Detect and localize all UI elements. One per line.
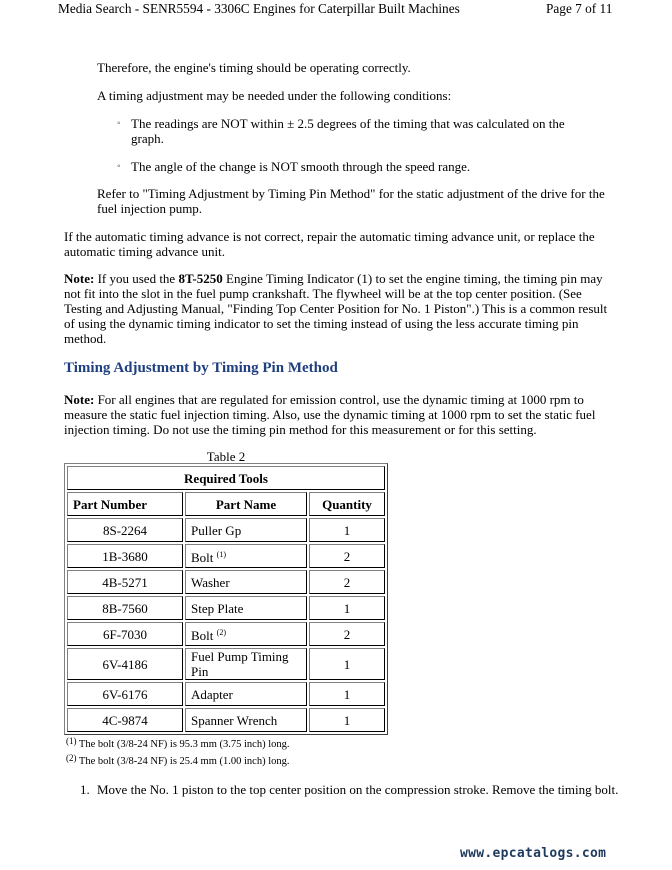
part-name-text: Washer	[191, 574, 230, 590]
cell-quantity: 1	[309, 596, 385, 620]
part-name-text: Bolt	[191, 550, 214, 565]
section-heading: Timing Adjustment by Timing Pin Method	[64, 360, 338, 376]
footnote-text: The bolt (3/8-24 NF) is 25.4 mm (1.00 inch) long.	[76, 756, 290, 767]
note-label: Note:	[64, 271, 95, 286]
cell-part-number: 4B-5271	[67, 570, 183, 594]
step-text: Move the No. 1 piston to the top center position on the compression stroke. Remove the timing bolt.	[97, 782, 619, 797]
page-number: Page 7 of 11	[546, 1, 613, 16]
footnote	[66, 752, 290, 768]
column-header-quantity: Quantity	[309, 492, 385, 516]
footnote-mark: (2)	[66, 753, 77, 763]
table-header-row	[67, 492, 385, 516]
paragraph-conditions-intro: A timing adjustment may be needed under the following conditions:	[97, 88, 452, 103]
cell-part-name	[185, 708, 307, 732]
note-timing-indicator	[64, 271, 620, 346]
part-number-highlight: 8T-5250	[178, 271, 223, 286]
table-row	[67, 518, 385, 542]
cell-part-number: 8S-2264	[67, 518, 183, 542]
column-header-part-number: Part Number	[67, 492, 183, 516]
table-row	[67, 708, 385, 732]
bullet-icon: ◦	[117, 118, 121, 129]
footnote-reference: (2)	[216, 628, 226, 637]
list-item	[117, 116, 587, 146]
footnote-mark: (1)	[66, 736, 77, 746]
part-name-text: Adapter	[191, 686, 233, 702]
cell-part-number: 6V-6176	[67, 682, 183, 706]
cell-quantity: 1	[309, 708, 385, 732]
table-row	[67, 544, 385, 568]
table-row	[67, 648, 385, 680]
note-text-post: Engine Timing Indicator (1) to set the engine timing, the timing pin may not fit into the slot in the fuel pump crankshaft. The flywheel will be at the top center position. (See Testing and Adjusting Manual, "Finding Top Center Position for No. 1 Piston".) This is a common result of using the dynamic timing indicator to set the timing instead of using the less accurate timing pin method.	[64, 271, 608, 346]
table-title-row	[67, 466, 385, 490]
cell-part-name	[185, 622, 307, 646]
note-text-pre: If you used the	[94, 271, 179, 286]
note-emission-control	[64, 392, 620, 437]
table-caption: Table 2	[206, 449, 246, 464]
page-header	[0, 1, 672, 17]
cell-quantity: 1	[309, 518, 385, 542]
note-text: For all engines that are regulated for emission control, use the dynamic timing at 1000 rpm to measure the static fuel injection timing. Also, use the dynamic timing at 1000 rpm to set the static fuel injection timing. Do not use the timing pin method for this measurement or for this setting.	[64, 392, 596, 437]
cell-part-name	[185, 648, 307, 680]
table-title: Required Tools	[67, 466, 385, 490]
footnote-text: The bolt (3/8-24 NF) is 95.3 mm (3.75 inch) long.	[76, 739, 290, 750]
procedure-step	[80, 782, 620, 797]
list-item-text: The angle of the change is NOT smooth through the speed range.	[131, 159, 471, 174]
required-tools-table	[64, 463, 388, 735]
cell-quantity: 1	[309, 682, 385, 706]
part-name-text: Step Plate	[191, 600, 244, 616]
document-title: Media Search - SENR5594 - 3306C Engines for Caterpillar Built Machines	[58, 1, 460, 16]
step-number: 1.	[80, 782, 90, 797]
note-label: Note:	[64, 392, 95, 407]
cell-part-name	[185, 518, 307, 542]
cell-part-name	[185, 570, 307, 594]
cell-quantity: 2	[309, 570, 385, 594]
paragraph-refer: Refer to "Timing Adjustment by Timing Pin Method" for the static adjustment of the drive for the fuel injection pump.	[97, 186, 605, 216]
list-item	[117, 159, 587, 174]
bullet-icon: ◦	[117, 161, 121, 172]
cell-part-name	[185, 596, 307, 620]
part-name-text: Fuel Pump Timing Pin	[191, 649, 289, 679]
cell-part-number: 8B-7560	[67, 596, 183, 620]
part-name-text: Spanner Wrench	[191, 712, 278, 728]
cell-part-number: 6V-4186	[67, 648, 183, 680]
table-row	[67, 596, 385, 620]
part-name-text: Puller Gp	[191, 522, 242, 538]
watermark: www.epcatalogs.com	[460, 846, 607, 861]
table-row	[67, 622, 385, 646]
paragraph-timing-correct: Therefore, the engine's timing should be operating correctly.	[97, 60, 411, 75]
part-name-text: Bolt	[191, 628, 214, 643]
column-header-part-name: Part Name	[185, 492, 307, 516]
cell-quantity: 1	[309, 648, 385, 680]
list-item-text: The readings are NOT within ± 2.5 degrees of the timing that was calculated on the graph.	[131, 116, 565, 146]
table-row	[67, 682, 385, 706]
table-row	[67, 570, 385, 594]
paragraph-automatic-advance: If the automatic timing advance is not correct, repair the automatic timing advance unit, or replace the automatic timing advance unit.	[64, 229, 595, 259]
footnote-reference: (1)	[216, 550, 226, 559]
footnote	[66, 735, 290, 751]
cell-part-number: 1B-3680	[67, 544, 183, 568]
cell-part-name	[185, 544, 307, 568]
cell-quantity: 2	[309, 544, 385, 568]
cell-part-number: 4C-9874	[67, 708, 183, 732]
cell-quantity: 2	[309, 622, 385, 646]
cell-part-number: 6F-7030	[67, 622, 183, 646]
cell-part-name	[185, 682, 307, 706]
